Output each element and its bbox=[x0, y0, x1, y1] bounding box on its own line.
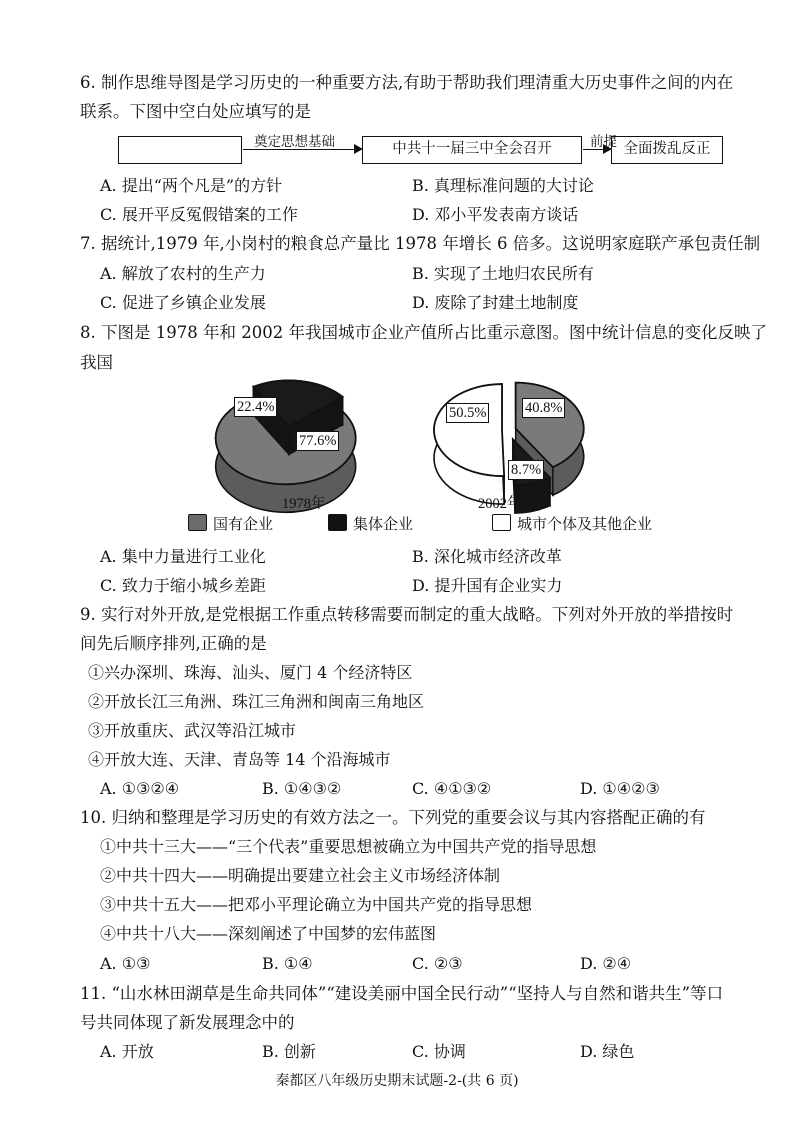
q8-stem-line1: 8. 下图是 1978 年和 2002 年我国城市企业产值所占比重示意图。图中统计信息的变化反映了 bbox=[80, 323, 767, 342]
q10-stem: 10. 归纳和整理是学习历史的有效方法之一。下列党的重要会议与其内容搭配正确的有 bbox=[80, 808, 706, 827]
legend-state bbox=[188, 514, 273, 534]
q9-option-a: A. ①③②④ bbox=[100, 779, 180, 798]
q9-option-b: B. ①④③② bbox=[262, 779, 342, 798]
q7-option-d: D. 废除了封建土地制度 bbox=[412, 293, 579, 312]
q8-stem-line2: 我国 bbox=[80, 353, 113, 372]
q8-option-a: A. 集中力量进行工业化 bbox=[100, 547, 266, 566]
q6-option-a: A. 提出“两个凡是”的方针 bbox=[100, 176, 283, 195]
q6-option-b: B. 真理标准问题的大讨论 bbox=[412, 176, 594, 195]
q11-option-b: B. 创新 bbox=[262, 1042, 316, 1061]
legend-label-state: 国有企业 bbox=[213, 515, 274, 533]
q10-option-d: D. ②④ bbox=[580, 954, 632, 973]
q11-option-d: D. 绿色 bbox=[580, 1042, 635, 1061]
q9-item-1: ①兴办深圳、珠海、汕头、厦门 4 个经济特区 bbox=[88, 663, 413, 682]
flow-box-plenum: 中共十一届三中全会召开 bbox=[362, 136, 582, 164]
pie-1978-label-state: 77.6% bbox=[296, 431, 339, 451]
q6-stem-line2: 联系。下图中空白处应填写的是 bbox=[80, 102, 311, 121]
q9-item-2: ②开放长江三角洲、珠江三角洲和闽南三角地区 bbox=[88, 692, 425, 711]
q9-stem-line2: 间先后顺序排列,正确的是 bbox=[80, 634, 267, 653]
q11-stem-line1: 11. “山水林田湖草是生命共同体”“建设美丽中国全民行动”“坚持人与自然和谐共生”等口 bbox=[80, 984, 724, 1003]
q7-stem: 7. 据统计,1979 年,小岗村的粮食总产量比 1978 年增长 6 倍多。这说明家庭联产承包责任制 bbox=[80, 234, 761, 253]
q9-stem-line1: 9. 实行对外开放,是党根据工作重点转移需要而制定的重大战略。下列对外开放的举措按时 bbox=[80, 605, 734, 624]
pie-2002-label-private: 50.5% bbox=[446, 403, 489, 423]
q8-option-c: C. 致力于缩小城乡差距 bbox=[100, 576, 266, 595]
page-footer: 秦都区八年级历史期末试题-2-(共 6 页) bbox=[275, 1073, 519, 1089]
flow-box-correction: 全面拨乱反正 bbox=[611, 136, 723, 164]
legend-label-collective: 集体企业 bbox=[353, 515, 414, 533]
pie-2002-label-state: 40.8% bbox=[522, 398, 565, 418]
q9-item-3: ③开放重庆、武汉等沿江城市 bbox=[88, 721, 297, 740]
q9-item-4: ④开放大连、天津、青岛等 14 个沿海城市 bbox=[88, 750, 391, 769]
q10-option-b: B. ①④ bbox=[262, 954, 313, 973]
q10-option-c: C. ②③ bbox=[412, 954, 463, 973]
pie-1978-label-collective: 22.4% bbox=[234, 397, 277, 417]
q9-option-c: C. ④①③② bbox=[412, 779, 492, 798]
flow-label-1: 奠定思想基础 bbox=[254, 134, 335, 150]
legend-swatch-state bbox=[188, 514, 207, 531]
q10-item-1: ①中共十三大——“三个代表”重要思想被确立为中国共产党的指导思想 bbox=[100, 837, 597, 856]
q7-option-a: A. 解放了农村的生产力 bbox=[100, 264, 266, 283]
q11-option-a: A. 开放 bbox=[100, 1042, 154, 1061]
q10-item-2: ②中共十四大——明确提出要建立社会主义市场经济体制 bbox=[100, 866, 501, 885]
legend-swatch-collective bbox=[328, 514, 347, 531]
legend-collective bbox=[328, 514, 413, 534]
q7-option-b: B. 实现了土地归农民所有 bbox=[412, 264, 594, 283]
legend-private bbox=[492, 514, 652, 534]
flow-label-2: 前提 bbox=[590, 134, 617, 150]
q6-stem-line1: 6. 制作思维导图是学习历史的一种重要方法,有助于帮助我们理清重大历史事件之间的内在 bbox=[80, 73, 734, 92]
q7-option-c: C. 促进了乡镇企业发展 bbox=[100, 293, 266, 312]
legend-swatch-private bbox=[492, 514, 511, 531]
q6-option-d: D. 邓小平发表南方谈话 bbox=[412, 205, 579, 224]
q10-option-a: A. ①③ bbox=[100, 954, 151, 973]
q11-stem-line2: 号共同体现了新发展理念中的 bbox=[80, 1013, 295, 1032]
q8-option-d: D. 提升国有企业实力 bbox=[412, 576, 563, 595]
q10-item-4: ④中共十八大——深刻阐述了中国梦的宏伟蓝图 bbox=[100, 924, 437, 943]
q10-item-3: ③中共十五大——把邓小平理论确立为中国共产党的指导思想 bbox=[100, 895, 533, 914]
q8-option-b: B. 深化城市经济改革 bbox=[412, 547, 562, 566]
q11-option-c: C. 协调 bbox=[412, 1042, 466, 1061]
pie-2002-label-collective: 8.7% bbox=[508, 460, 544, 480]
pie-2002-year: 2002年 bbox=[478, 496, 522, 512]
q9-option-d: D. ①④②③ bbox=[580, 779, 660, 798]
pie-1978-year: 1978年 bbox=[282, 496, 326, 512]
q6-option-c: C. 展开平反冤假错案的工作 bbox=[100, 205, 298, 224]
legend-label-private: 城市个体及其他企业 bbox=[517, 515, 653, 533]
